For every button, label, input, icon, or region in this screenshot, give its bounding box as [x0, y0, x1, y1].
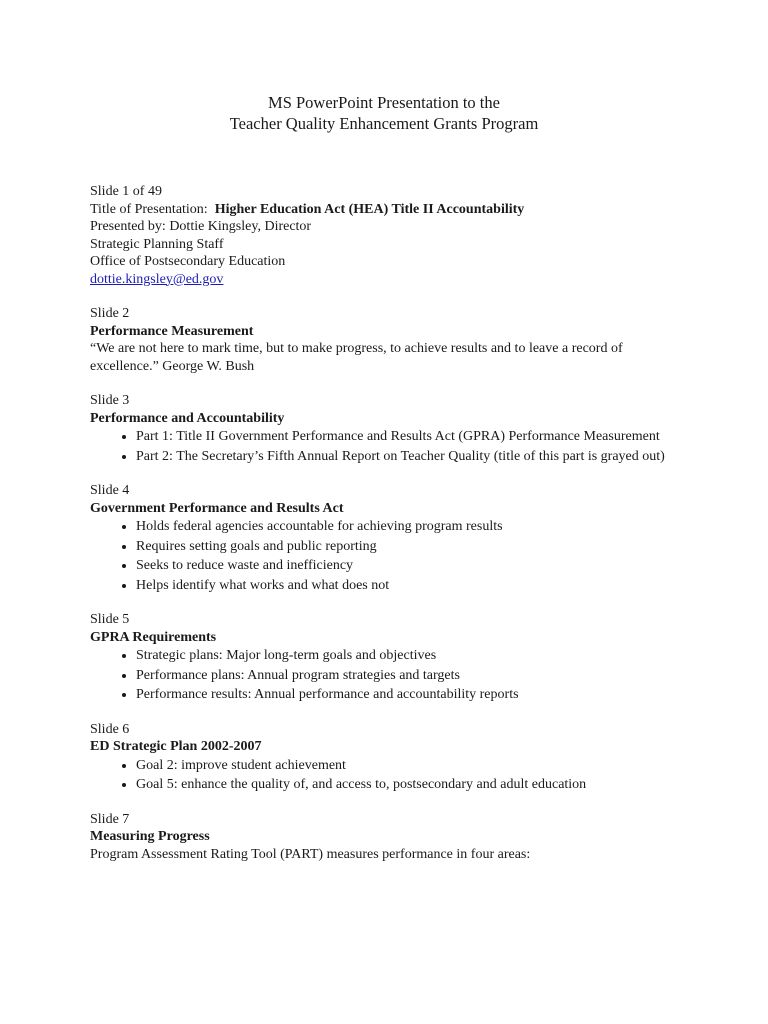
presentation-title-line [90, 201, 680, 219]
list-item: • Holds federal agencies accountable for achieving program results [136, 518, 680, 536]
slide-quote: “We are not here to mark time, but to make progress, to achieve results and to leave a record of excellence.” George W. Bush [90, 341, 623, 374]
slide-label: Slide 1 of 49 [90, 184, 162, 199]
slide-label: Slide 2 [90, 306, 130, 321]
slide-heading: Performance and Accountability [90, 410, 285, 426]
slide-text: Program Assessment Rating Tool (PART) measures performance in four areas: [90, 846, 531, 862]
email-link[interactable]: dottie.kingsley@ed.gov [90, 271, 224, 287]
slide-6-section [90, 721, 680, 794]
slide-7-section [90, 811, 680, 864]
list-item: • Seeks to reduce waste and inefficiency [136, 557, 680, 575]
slide-heading: Measuring Progress [90, 829, 210, 844]
slide-5-section [90, 611, 680, 704]
bullet-list [90, 647, 680, 704]
list-item: • Performance plans: Annual program strategies and targets [136, 667, 680, 685]
presentation-title-prefix: Title of Presentation: [90, 201, 208, 217]
list-item: • Requires setting goals and public reporting [136, 538, 680, 556]
list-item: • Performance results: Annual performance and accountability reports [136, 686, 680, 704]
slide-4-section [90, 482, 680, 594]
list-item: • Goal 2: improve student achievement [136, 757, 680, 775]
bullet-list [90, 428, 680, 465]
office-line: Office of Postsecondary Education [90, 254, 286, 269]
slide-heading: Government Performance and Results Act [90, 500, 344, 516]
staff-line: Strategic Planning Staff [90, 236, 224, 252]
slide-label: Slide 6 [90, 721, 130, 737]
title-line-1: MS PowerPoint Presentation to the [268, 93, 500, 112]
bullet-list [90, 757, 680, 794]
slide-3-section [90, 392, 680, 465]
list-item: • Part 1: Title II Government Performance and Results Act (GPRA) Performance Measurement [136, 428, 680, 446]
title-line-2: Teacher Quality Enhancement Grants Program [229, 114, 539, 133]
list-item: • Helps identify what works and what does not [136, 577, 680, 595]
slide-heading: ED Strategic Plan 2002-2007 [90, 739, 262, 754]
slide-label: Slide 7 [90, 811, 130, 827]
slide-label: Slide 5 [90, 612, 130, 627]
slide-1-section [90, 183, 680, 288]
presenter-line: Presented by: Dottie Kingsley, Director [90, 219, 312, 234]
slide-2-section [90, 305, 680, 375]
slide-heading: Performance Measurement [90, 323, 254, 339]
document-title [0, 92, 768, 134]
presentation-title: Higher Education Act (HEA) Title II Accountability [214, 201, 525, 217]
list-item: • Goal 5: enhance the quality of, and access to, postsecondary and adult education [136, 776, 680, 794]
list-item: • Part 2: The Secretary’s Fifth Annual Report on Teacher Quality (title of this part is grayed out) [136, 448, 680, 466]
slide-label: Slide 3 [90, 393, 130, 408]
bullet-list [90, 518, 680, 594]
slide-heading: GPRA Requirements [90, 629, 217, 645]
document-body [90, 183, 680, 880]
list-item: • Strategic plans: Major long-term goals and objectives [136, 647, 680, 665]
slide-label: Slide 4 [90, 483, 130, 498]
